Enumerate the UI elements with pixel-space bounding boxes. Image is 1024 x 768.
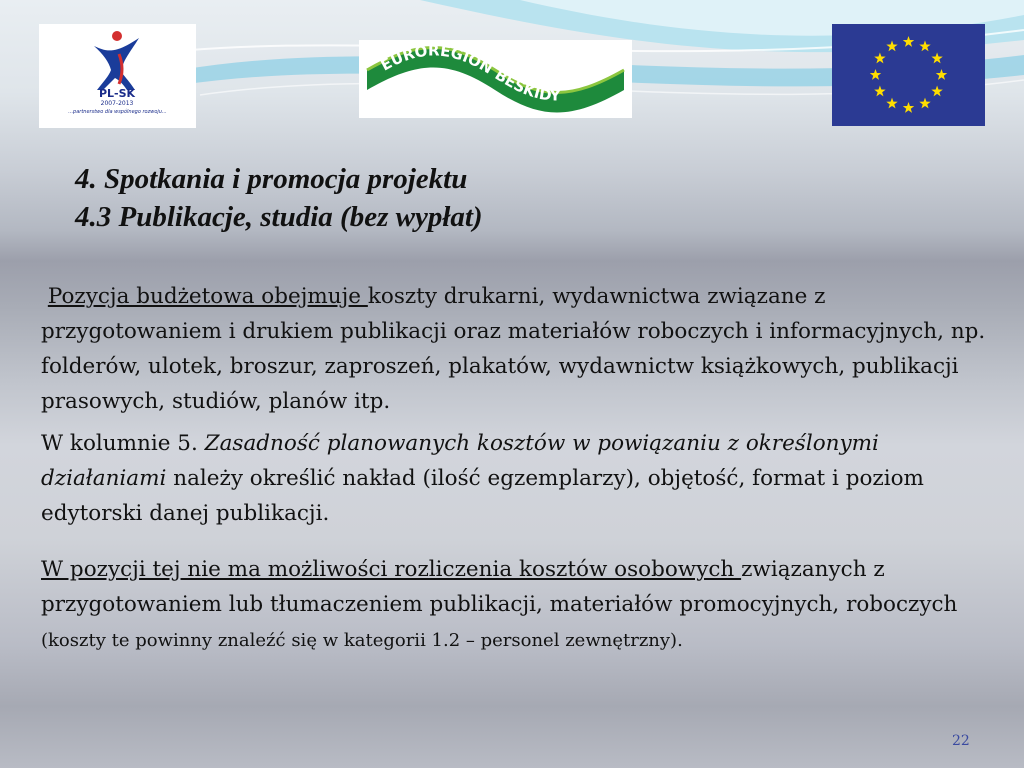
paragraph-column-5 — [41, 426, 1001, 531]
plsk-logo-caption: ...partnerstwo dla wspólnego rozwoju... — [68, 109, 167, 115]
paragraph-budget-item — [41, 279, 1001, 419]
page-number: 22 — [952, 733, 970, 749]
personnel-costs-underlined: W pozycji tej nie ma możliwości rozliczenia kosztów osobowych — [41, 557, 742, 582]
column-5-start: W kolumnie 5. — [41, 431, 205, 456]
paragraph-personnel-costs — [41, 552, 1001, 658]
plsk-logo-text: PL-SK — [98, 87, 136, 100]
budget-item-underlined: Pozycja budżetowa obejmuje — [47, 284, 368, 309]
plsk-logo-years: 2007-2013 — [100, 100, 134, 107]
eu-star-icon — [919, 98, 930, 109]
plsk-logo — [39, 24, 196, 128]
column-5-text: należy określić nakład (ilość egzemplarzy), objętość, format i poziom edytorski danej publikacji. — [41, 466, 924, 526]
title-line-2: 4.3 Publikacje, studia (bez wypłat) — [75, 201, 483, 233]
personnel-costs-note: (koszty te powinny znaleźć się w kategorii 1.2 – personel zewnętrzny). — [41, 630, 683, 651]
eu-flag-icon — [832, 24, 985, 126]
title-line-1: 4. Spotkania i promocja projektu — [75, 163, 468, 195]
eu-star-icon — [931, 53, 942, 64]
eu-star-icon — [903, 102, 914, 113]
eu-star-icon — [886, 40, 897, 51]
slide-title — [75, 160, 483, 236]
eu-star-icon — [874, 86, 885, 97]
column-5-italic: Zasadność planowanych kosztów w powiązaniu z określonymi działaniami — [41, 431, 879, 491]
eu-flag — [832, 24, 985, 126]
budget-item-text: koszty drukarni, wydawnictwa związane z przygotowaniem i drukiem publikacji oraz materiałów roboczych i informacyjnych, np. folderów, ulotek, broszur, zaproszeń, plakatów, wydawnictw książkowych, publikacji prasowych, studiów, planów itp. — [41, 284, 986, 414]
euroregion-beskidy-logo — [359, 40, 632, 118]
slide-body — [41, 279, 1001, 658]
euroregion-logo-text: EUROREGION BESKIDY — [377, 41, 561, 105]
eu-star-icon — [936, 69, 947, 80]
eu-star-icon — [919, 40, 930, 51]
eu-star-icon — [870, 69, 881, 80]
eu-star-icon — [931, 86, 942, 97]
eu-star-icon — [874, 53, 885, 64]
eu-star-icon — [886, 98, 897, 109]
eu-star-icon — [903, 36, 914, 47]
personnel-costs-text: związanych z przygotowaniem lub tłumaczeniem publikacji, materiałów promocyjnych, roboczych — [41, 557, 958, 617]
